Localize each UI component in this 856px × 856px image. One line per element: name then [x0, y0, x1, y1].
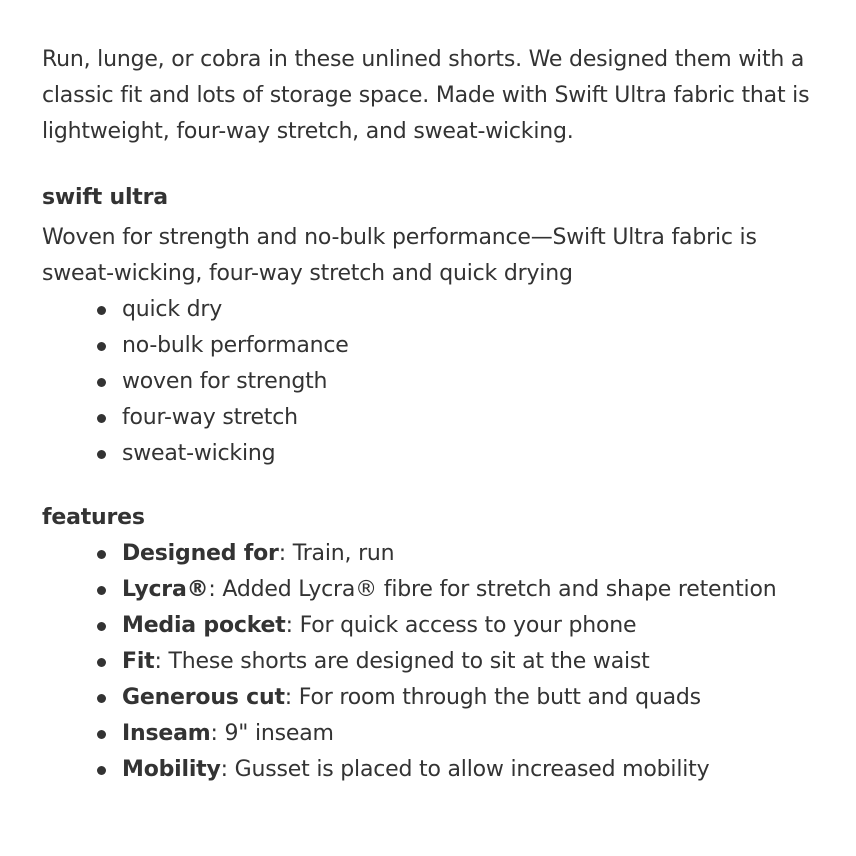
list-item-text: woven for strength [122, 369, 328, 394]
list-item-text: four-way stretch [122, 405, 298, 430]
bullet-icon [97, 306, 106, 315]
feature-item [42, 680, 826, 716]
feature-text: : Gusset is placed to allow increased mobility [220, 757, 710, 782]
feature-label: Designed for [122, 541, 279, 566]
bullet-icon [97, 378, 106, 387]
list-item [42, 400, 826, 436]
bullet-icon [97, 586, 106, 595]
feature-item [42, 608, 826, 644]
feature-item [42, 644, 826, 680]
feature-label: Mobility [122, 757, 221, 782]
feature-label: Media pocket [122, 613, 286, 638]
bullet-icon [97, 730, 106, 739]
list-item-text: quick dry [122, 297, 223, 322]
bullet-icon [97, 622, 106, 631]
fabric-benefits-list [42, 292, 826, 472]
feature-item [42, 752, 826, 788]
feature-text: : Train, run [278, 541, 395, 566]
list-item [42, 328, 826, 364]
feature-text: : Added Lycra® fibre for stretch and shape retention [208, 577, 777, 602]
bullet-icon [97, 694, 106, 703]
feature-item [42, 716, 826, 752]
bullet-icon [97, 414, 106, 423]
list-item-text: sweat-wicking [122, 441, 276, 466]
feature-label: Lycra® [122, 577, 209, 602]
feature-item [42, 536, 826, 572]
list-item [42, 436, 826, 472]
bullet-icon [97, 550, 106, 559]
features-heading: features [42, 505, 145, 530]
features-list [42, 536, 826, 788]
bullet-icon [97, 342, 106, 351]
fabric-description: Woven for strength and no-bulk performance—Swift Ultra fabric is sweat-wicking, four-way stretch and quick drying [42, 225, 757, 286]
feature-label: Inseam [122, 721, 211, 746]
feature-text: : For room through the butt and quads [284, 685, 701, 710]
feature-item [42, 572, 826, 608]
list-item [42, 292, 826, 328]
bullet-icon [97, 450, 106, 459]
list-item [42, 364, 826, 400]
feature-text: : For quick access to your phone [285, 613, 637, 638]
bullet-icon [97, 766, 106, 775]
feature-label: Fit [122, 649, 155, 674]
feature-text: : 9" inseam [210, 721, 334, 746]
list-item-text: no-bulk performance [122, 333, 349, 358]
bullet-icon [97, 658, 106, 667]
feature-text: : These shorts are designed to sit at the waist [154, 649, 650, 674]
intro-paragraph: Run, lunge, or cobra in these unlined shorts. We designed them with a classic fit and lots of storage space. Made with Swift Ultra fabric that is lightweight, four-way stretch, and sweat-wicking. [42, 47, 810, 144]
feature-label: Generous cut [122, 685, 285, 710]
fabric-heading: swift ultra [42, 185, 168, 210]
